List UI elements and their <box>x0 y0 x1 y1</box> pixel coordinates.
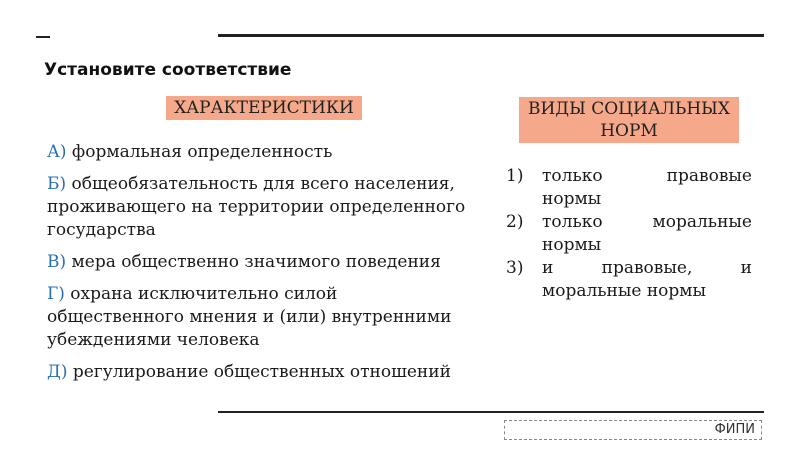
norm-type-item <box>506 165 752 211</box>
top-divider <box>218 34 764 37</box>
item-text: только правовые нормы <box>542 166 752 209</box>
characteristics-list <box>47 141 477 393</box>
item-text: охрана исключительно силой общественного мнения и (или) внутренними убеждениями человека <box>47 284 452 350</box>
item-letter: Б) <box>47 174 67 194</box>
item-number: 3) <box>506 258 524 278</box>
characteristic-item <box>47 251 477 274</box>
norm-type-item <box>506 257 752 303</box>
norm-types-header: ВИДЫ СОЦИАЛЬНЫХ НОРМ <box>519 97 739 143</box>
item-text: общеобязательность для всего населения, проживающего на территории определенного государства <box>47 174 466 240</box>
item-text: регулирование общественных отношений <box>72 362 451 382</box>
item-text: мера общественно значимого поведения <box>71 252 441 272</box>
item-text: только моральные нормы <box>542 212 752 255</box>
dash-mark <box>36 36 50 38</box>
item-text: и правовые, и моральные нормы <box>542 258 752 301</box>
item-number: 1) <box>506 166 524 186</box>
norm-type-item <box>506 211 752 257</box>
item-number: 2) <box>506 212 524 232</box>
characteristic-item <box>47 173 477 242</box>
item-letter: Д) <box>47 362 68 382</box>
item-letter: А) <box>47 142 67 162</box>
characteristic-item <box>47 283 477 352</box>
characteristics-header: ХАРАКТЕРИСТИКИ <box>166 96 362 120</box>
characteristic-item <box>47 361 477 384</box>
item-letter: В) <box>47 252 67 272</box>
task-heading: Установите соответствие <box>44 60 292 80</box>
item-letter: Г) <box>47 284 65 304</box>
bottom-divider <box>218 411 764 413</box>
characteristic-item <box>47 141 477 164</box>
source-label: ФИПИ <box>504 420 762 440</box>
item-text: формальная определенность <box>71 142 333 162</box>
norm-types-list <box>506 165 752 303</box>
